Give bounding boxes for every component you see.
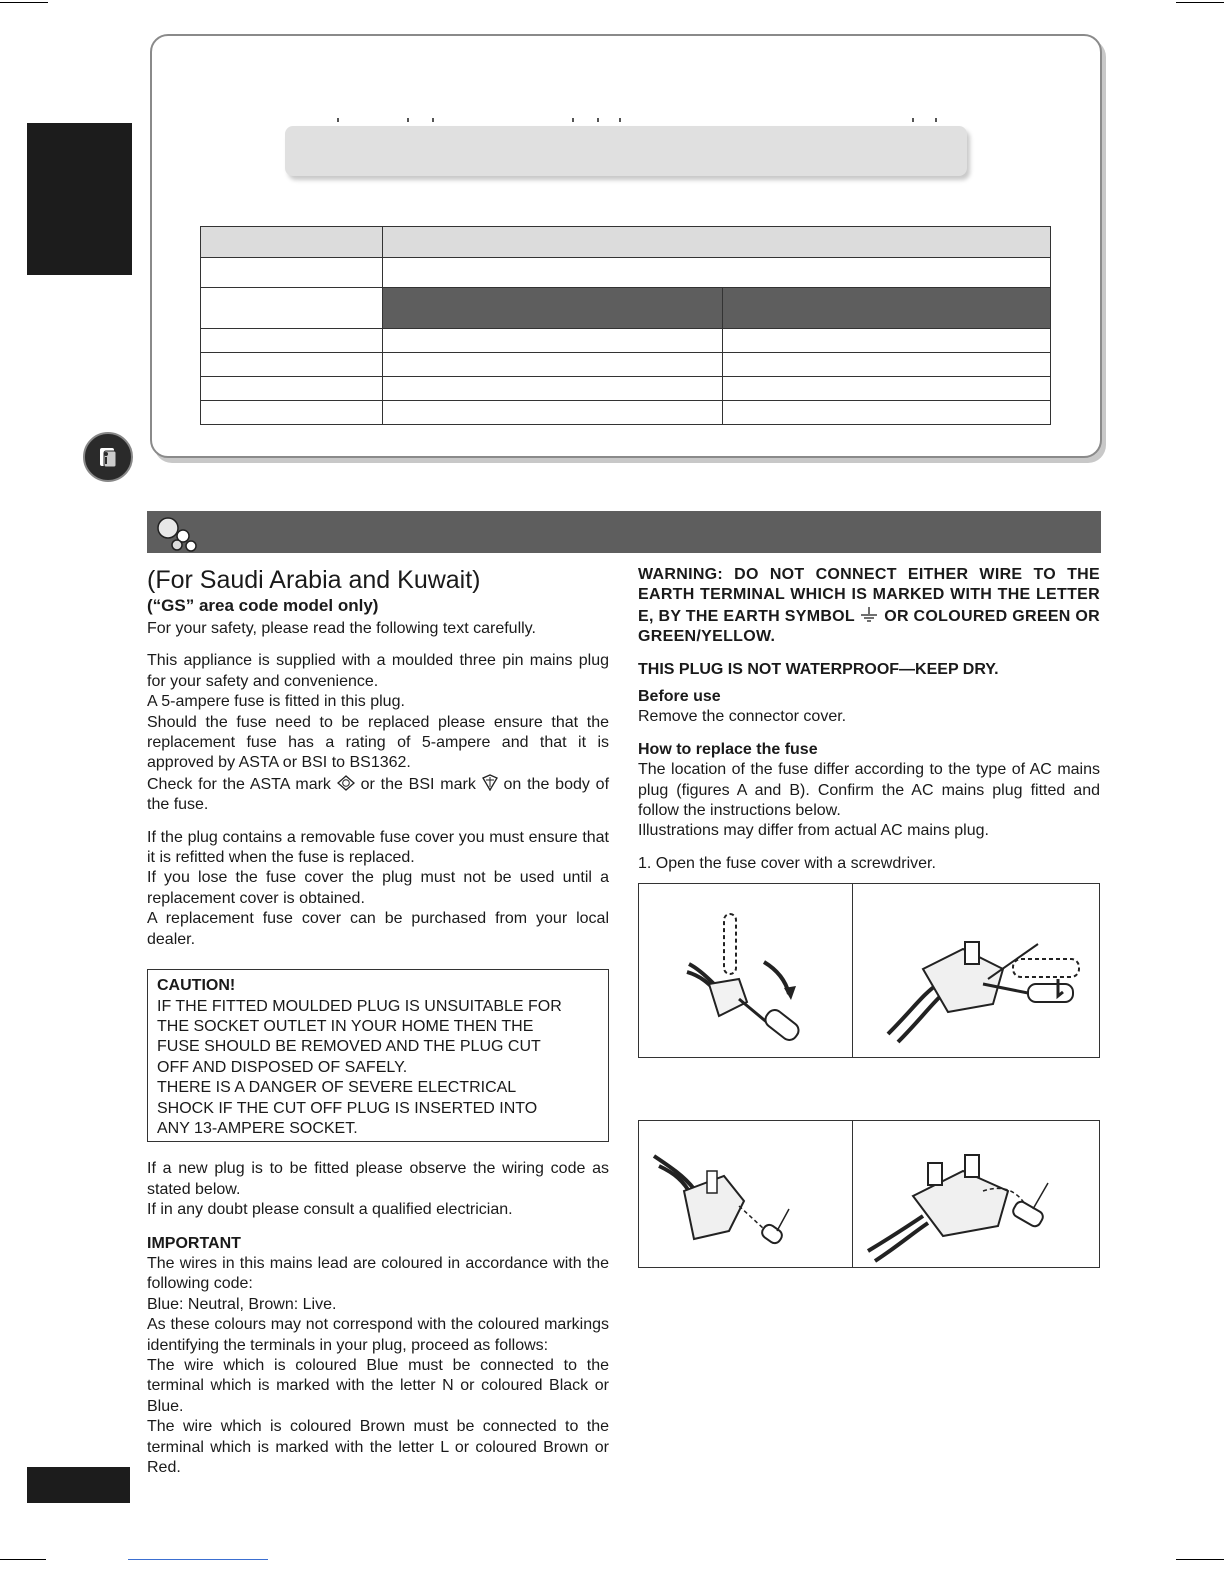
faint-text-marks	[337, 118, 957, 124]
figure-remove-fuse	[638, 1120, 1100, 1268]
table-cell	[201, 258, 383, 288]
left-column	[147, 565, 609, 1478]
table-header-cell	[383, 227, 1051, 258]
paragraph: The wire which is coloured Blue must be connected to the terminal which is marked with the letter N or coloured Black or Blue.	[147, 1357, 609, 1415]
paragraph: Illustrations may differ from actual AC mains plug.	[638, 822, 989, 840]
bottom-rule	[128, 1559, 268, 1560]
table-subheader-cell	[383, 288, 723, 329]
page-number-tab	[27, 1467, 130, 1503]
crop-mark	[0, 1559, 46, 1560]
crop-mark	[1176, 1559, 1224, 1560]
before-use-heading: Before use	[638, 688, 721, 706]
info-banner	[285, 126, 967, 176]
table-row	[201, 401, 1051, 425]
table-cell	[383, 258, 1051, 288]
right-column	[638, 565, 1100, 874]
important-heading: IMPORTANT	[147, 1234, 241, 1252]
caution-line: THE SOCKET OUTLET IN YOUR HOME THEN THE	[157, 1017, 534, 1035]
info-box	[150, 34, 1102, 458]
waterproof-warning: THIS PLUG IS NOT WATERPROOF—KEEP DRY.	[638, 660, 999, 678]
asta-mark-icon	[337, 775, 355, 791]
section-subtitle: (“GS” area code model only)	[147, 596, 379, 615]
figure-open-fuse-cover	[638, 883, 1100, 1058]
paragraph: This appliance is supplied with a moulded three pin mains plug for your safety and convenience.	[147, 652, 609, 690]
section-header-bar	[147, 511, 1101, 553]
plug-fuse-figure-b	[853, 1121, 1099, 1267]
section-title: (For Saudi Arabia and Kuwait)	[147, 566, 481, 594]
paragraph: A 5-ampere fuse is fitted in this plug.	[147, 693, 405, 711]
table-row	[201, 353, 1051, 377]
paragraph: A replacement fuse cover can be purchased from your local dealer.	[147, 910, 609, 948]
table-cell	[201, 288, 383, 329]
before-use-text: Remove the connector cover.	[638, 708, 847, 726]
step-1: 1. Open the fuse cover with a screwdriver.	[638, 854, 936, 872]
text: on the body of the fuse.	[147, 775, 610, 814]
caution-box	[147, 969, 609, 1142]
spec-table	[200, 226, 1051, 425]
paragraph: If you lose the fuse cover the plug must not be used until a replacement cover is obtained.	[147, 869, 609, 907]
caution-title: CAUTION!	[157, 977, 236, 995]
bsi-kitemark-icon	[482, 774, 498, 791]
caution-line: SHOCK IF THE CUT OFF PLUG IS INSERTED INTO	[157, 1099, 538, 1117]
bubbles-icon	[155, 514, 205, 552]
caution-line: FUSE SHOULD BE REMOVED AND THE PLUG CUT	[157, 1038, 541, 1056]
intro-text: For your safety, please read the following text carefully.	[147, 620, 536, 637]
paragraph: If in any doubt please consult a qualified electrician.	[147, 1201, 513, 1219]
side-tab	[27, 123, 132, 275]
paragraph: The location of the fuse differ according to the type of AC mains plug (figures A and B). Confirm the AC mains plug fitted and follow the instructions below.	[638, 761, 1100, 820]
paragraph: Should the fuse need to be replaced please ensure that the replacement fuse has a rating of 5-ampere and that it is approved by ASTA or BSI to BS1362.	[147, 713, 609, 772]
caution-line: IF THE FITTED MOULDED PLUG IS UNSUITABLE FOR	[157, 997, 562, 1015]
text: OR COLOURED GREEN OR GREEN/YELLOW.	[638, 607, 1100, 646]
leaflet-info-icon	[83, 432, 133, 482]
table-row	[201, 377, 1051, 401]
plug-screwdriver-figure-b	[853, 884, 1099, 1057]
plug-fuse-figure-a	[639, 1121, 851, 1267]
paragraph: Blue: Neutral, Brown: Live.	[147, 1295, 337, 1313]
plug-screwdriver-figure-a	[639, 884, 851, 1057]
caution-line: THERE IS A DANGER OF SEVERE ELECTRICAL	[157, 1079, 517, 1097]
paragraph: If the plug contains a removable fuse cover you must ensure that it is refitted when the fuse is replaced.	[147, 828, 609, 867]
table-row	[201, 329, 1051, 353]
replace-fuse-heading: How to replace the fuse	[638, 740, 818, 758]
table-header-cell	[201, 227, 383, 258]
warning-text	[638, 565, 1100, 648]
paragraph: As these colours may not correspond with the coloured markings identifying the terminals in your plug, proceed as follows:	[147, 1316, 609, 1354]
paragraph: The wires in this mains lead are coloured in accordance with the following code:	[147, 1254, 609, 1293]
paragraph: If a new plug is to be fitted please observe the wiring code as stated below.	[147, 1160, 609, 1198]
table-subheader-cell	[723, 288, 1051, 329]
text: or the BSI mark	[360, 775, 476, 793]
crop-mark	[0, 2, 48, 3]
earth-symbol-icon	[859, 606, 879, 624]
caution-line: OFF AND DISPOSED OF SAFELY.	[157, 1058, 408, 1076]
paragraph-marks	[147, 774, 609, 816]
text: WARNING: DO NOT CONNECT EITHER WIRE TO THE EARTH TERMINAL WHICH IS MARKED WITH THE LETTER E, BY THE EARTH SYMBOL	[638, 566, 1100, 625]
crop-mark	[1176, 2, 1224, 3]
text: Check for the ASTA mark	[147, 775, 331, 793]
paragraph: The wire which is coloured Brown must be connected to the terminal which is marked with the letter L or coloured Brown or Red.	[147, 1418, 609, 1477]
caution-line: ANY 13-AMPERE SOCKET.	[157, 1119, 358, 1137]
